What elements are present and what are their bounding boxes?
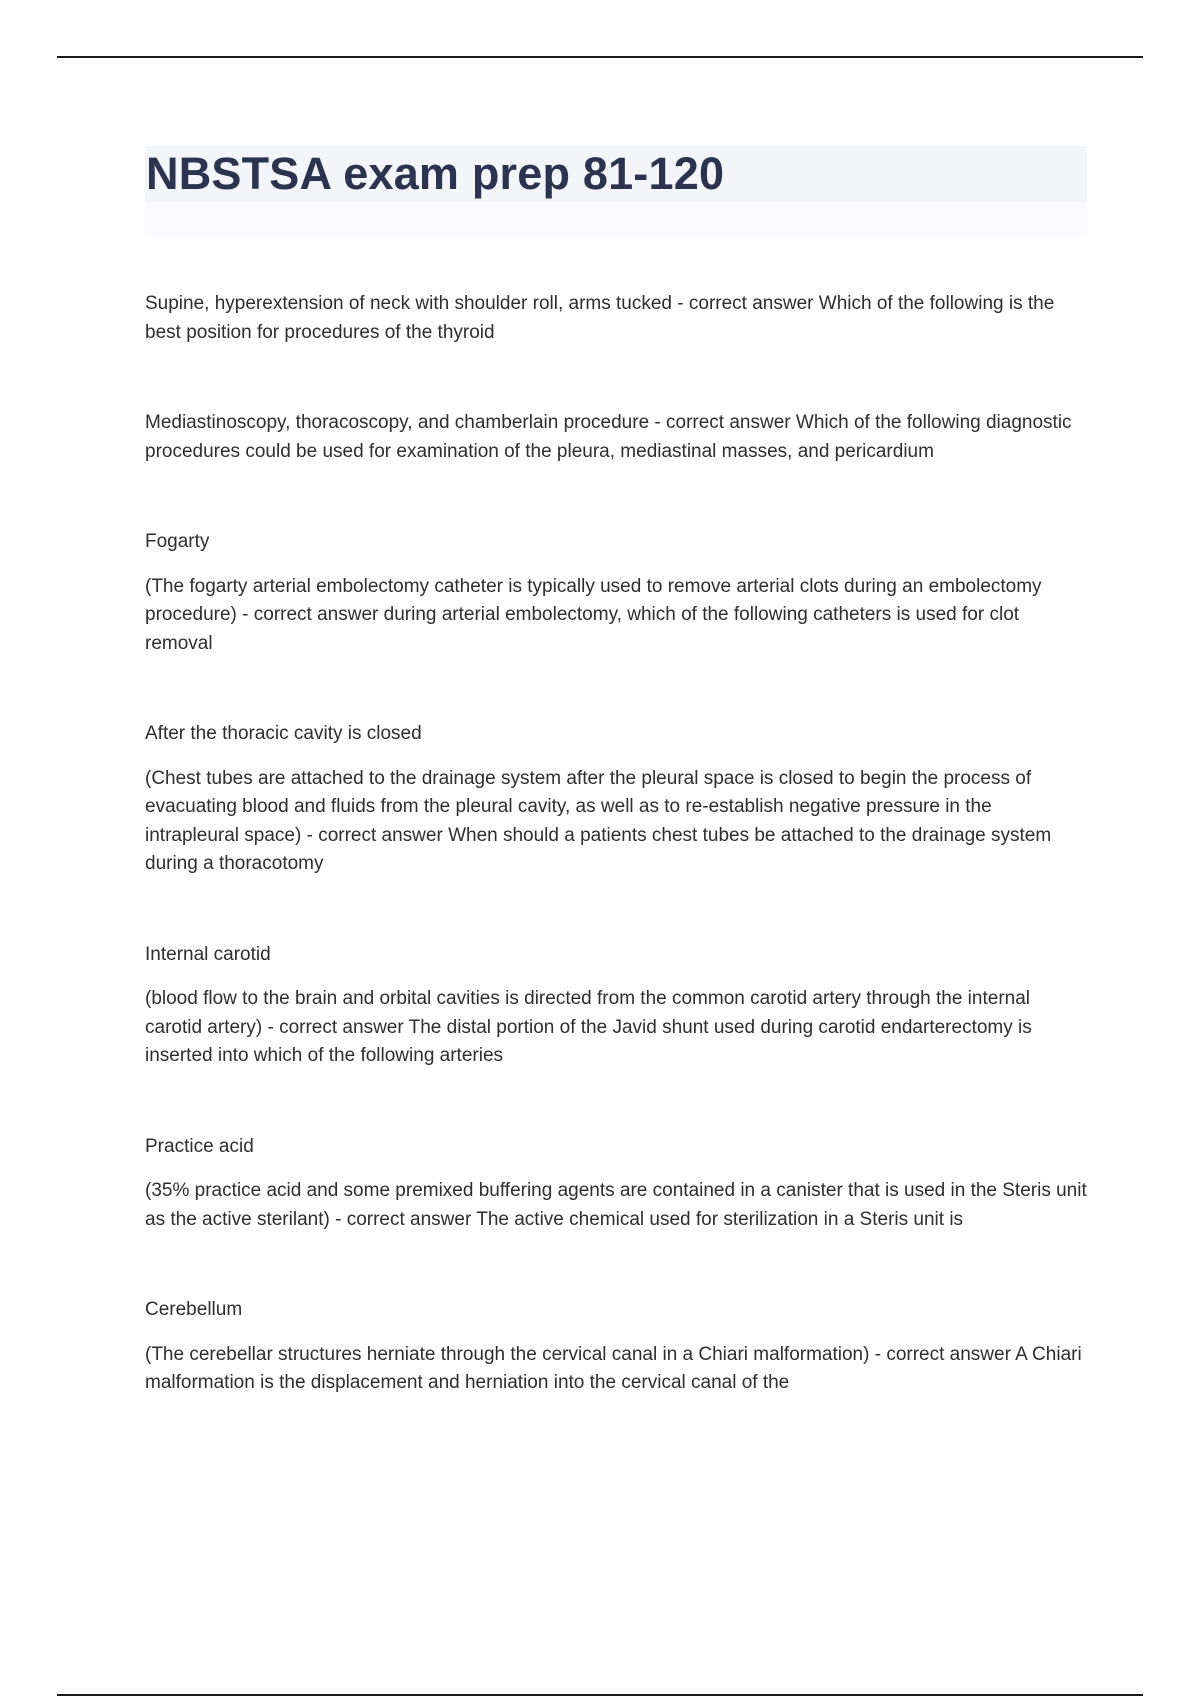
qa-explanation: (35% practice acid and some premixed buffering agents are contained in a canister that is used in the Steris unit as the active sterilant) - correct answer The active chemical used for sterilization in a Steris unit is xyxy=(145,1180,1087,1230)
page-title: NBSTSA exam prep 81-120 xyxy=(146,148,725,199)
bottom-rule xyxy=(57,1694,1143,1696)
qa-answer: Practice acid xyxy=(145,1135,254,1157)
qa-answer: Fogarty xyxy=(145,531,210,552)
qa-entry xyxy=(145,941,1090,1071)
qa-answer: Internal carotid xyxy=(145,943,271,965)
top-rule xyxy=(57,56,1143,58)
qa-entry xyxy=(145,1296,1090,1398)
qa-entry xyxy=(145,290,1090,347)
qa-list xyxy=(145,290,1090,1398)
qa-entry xyxy=(145,1133,1090,1235)
qa-answer: After the thoracic cavity is closed xyxy=(145,723,422,744)
qa-explanation: (The cerebellar structures herniate through the cervical canal in a Chiari malformation) - correct answer A Chiari malformation is the displacement and herniation into the cervical canal of the xyxy=(145,1343,1082,1393)
qa-entry xyxy=(145,720,1090,879)
qa-text: Supine, hyperextension of neck with shoulder roll, arms tucked - correct answer Which of the following is the best position for procedures of the thyroid xyxy=(145,293,1055,343)
qa-answer: Cerebellum xyxy=(145,1299,243,1320)
qa-explanation: (blood flow to the brain and orbital cavities is directed from the common carotid artery through the internal carotid artery) - correct answer The distal portion of the Javid shunt used during carotid endarterectomy is inserted into which of the following arteries xyxy=(145,988,1032,1066)
title-highlight-fade xyxy=(145,202,1087,238)
qa-entry xyxy=(145,528,1090,658)
qa-text: Mediastinoscopy, thoracoscopy, and chamberlain procedure - correct answer Which of the following diagnostic procedures could be used for examination of the pleura, mediastinal masses, and pericardium xyxy=(145,412,1072,462)
qa-explanation: (Chest tubes are attached to the drainage system after the pleural space is closed to begin the process of evacuating blood and fluids from the pleural cavity, as well as to re-establish negative pressure in the intrapleural space) - correct answer When should a patients chest tubes be attached to the drainage system during a thoracotomy xyxy=(145,767,1052,874)
qa-entry xyxy=(145,409,1090,466)
qa-explanation: (The fogarty arterial embolectomy catheter is typically used to remove arterial clots during an embolectomy procedure) - correct answer during arterial embolectomy, which of the following catheters is used for clot removal xyxy=(145,575,1042,654)
